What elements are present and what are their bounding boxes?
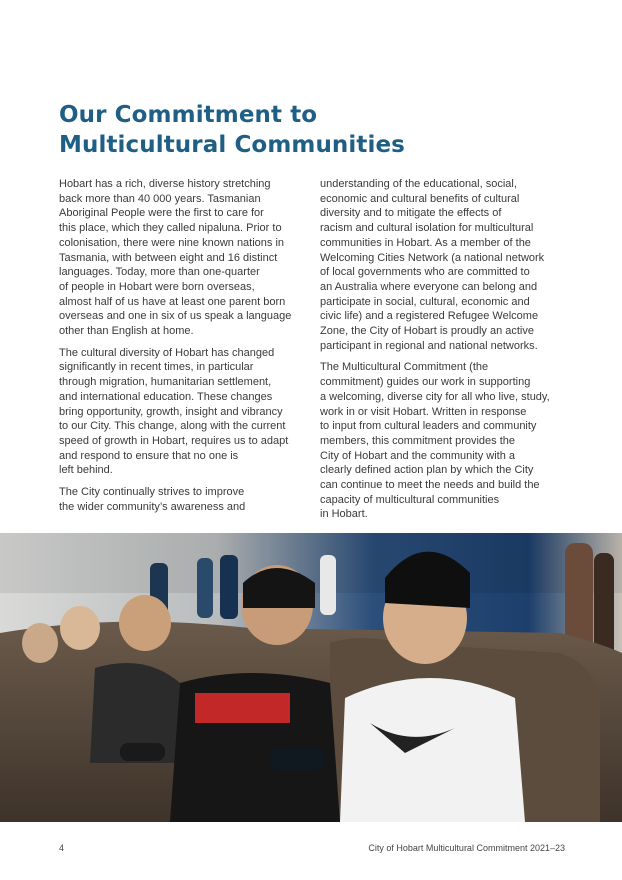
text-line: commitment) guides our work in supporting [320,376,531,389]
text-line: of people in Hobart were born overseas, [59,280,255,293]
text-line: overseas and one in six of us speak a language [59,310,292,323]
text-line: a welcoming, diverse city for all who live, study, [320,390,550,403]
text-line: Zone, the City of Hobart is proudly an active [320,325,534,338]
text-line: and respond to ensure that no one is [59,449,239,462]
text-line: colonisation, there were nine known nations in [59,236,285,249]
text-line: left behind. [59,464,113,477]
title-line-2: Multicultural Communities [59,132,405,158]
text-line: The Multicultural Commitment (the [320,361,489,374]
paragraph [59,485,309,514]
right-text-column [320,177,570,529]
text-line: diversity and to mitigate the effects of [320,207,502,220]
text-line: to our City. This change, along with the current [59,420,286,433]
text-line: Welcoming Cities Network (a national network [320,251,545,264]
text-line: City of Hobart and the community with a [320,449,516,462]
text-line: capacity of multicultural communities [320,493,500,506]
text-line: through migration, humanitarian settlement, [59,376,272,389]
text-line: the wider community’s awareness and [59,500,246,513]
text-line: other than English at home. [59,325,194,338]
text-line: in Hobart. [320,508,368,521]
paragraph [320,177,570,353]
community-gaming-photo [0,533,622,822]
text-line: economic and cultural benefits of cultural [320,192,520,205]
text-line: understanding of the educational, social, [320,178,517,190]
text-line: racism and cultural isolation for multicultural [320,222,534,235]
text-line: Aboriginal People were the first to care for [59,207,264,220]
page-title [59,100,405,160]
text-line: an Australia where everyone can belong and [320,280,538,293]
text-line: languages. Today, more than one-quarter [59,266,260,279]
text-line: Hobart has a rich, diverse history stretching [59,178,271,190]
paragraph [320,360,570,522]
text-line: and international education. These changes [59,390,273,403]
page-number: 4 [59,843,65,853]
text-line: communities in Hobart. As a member of the [320,236,531,249]
left-text-column [59,177,309,521]
text-line: work in or visit Hobart. Written in response [320,405,527,418]
text-line: participant in regional and national networks. [320,339,538,352]
publication-title: City of Hobart Multicultural Commitment 2021–23 [368,843,565,853]
text-line: to input from cultural leaders and community [320,420,537,433]
text-line: back more than 40 000 years. Tasmanian [59,192,261,205]
title-line-1: Our Commitment to [59,102,318,128]
text-line: speed of growth in Hobart, requires us to adapt [59,434,289,447]
text-line: bring opportunity, growth, insight and vibrancy [59,405,283,418]
paragraph [59,177,309,339]
paragraph [59,346,309,478]
text-line: significantly in recent times, in particular [59,361,254,374]
text-line: Tasmania, with between eight and 16 distinct [59,251,278,264]
text-line: members, this commitment provides the [320,434,516,447]
text-line: civic life) and a registered Refugee Welcome [320,310,539,323]
text-line: The cultural diversity of Hobart has changed [59,346,275,359]
text-line: clearly defined action plan by which the City [320,464,534,477]
text-line: almost half of us have at least one parent born [59,295,286,308]
text-line: this place, which they called nipaluna. Prior to [59,222,282,235]
text-line: participate in social, cultural, economic and [320,295,530,308]
text-line: The City continually strives to improve [59,486,245,499]
text-line: of local governments who are committed to [320,266,530,279]
text-line: can continue to meet the needs and build the [320,479,540,492]
